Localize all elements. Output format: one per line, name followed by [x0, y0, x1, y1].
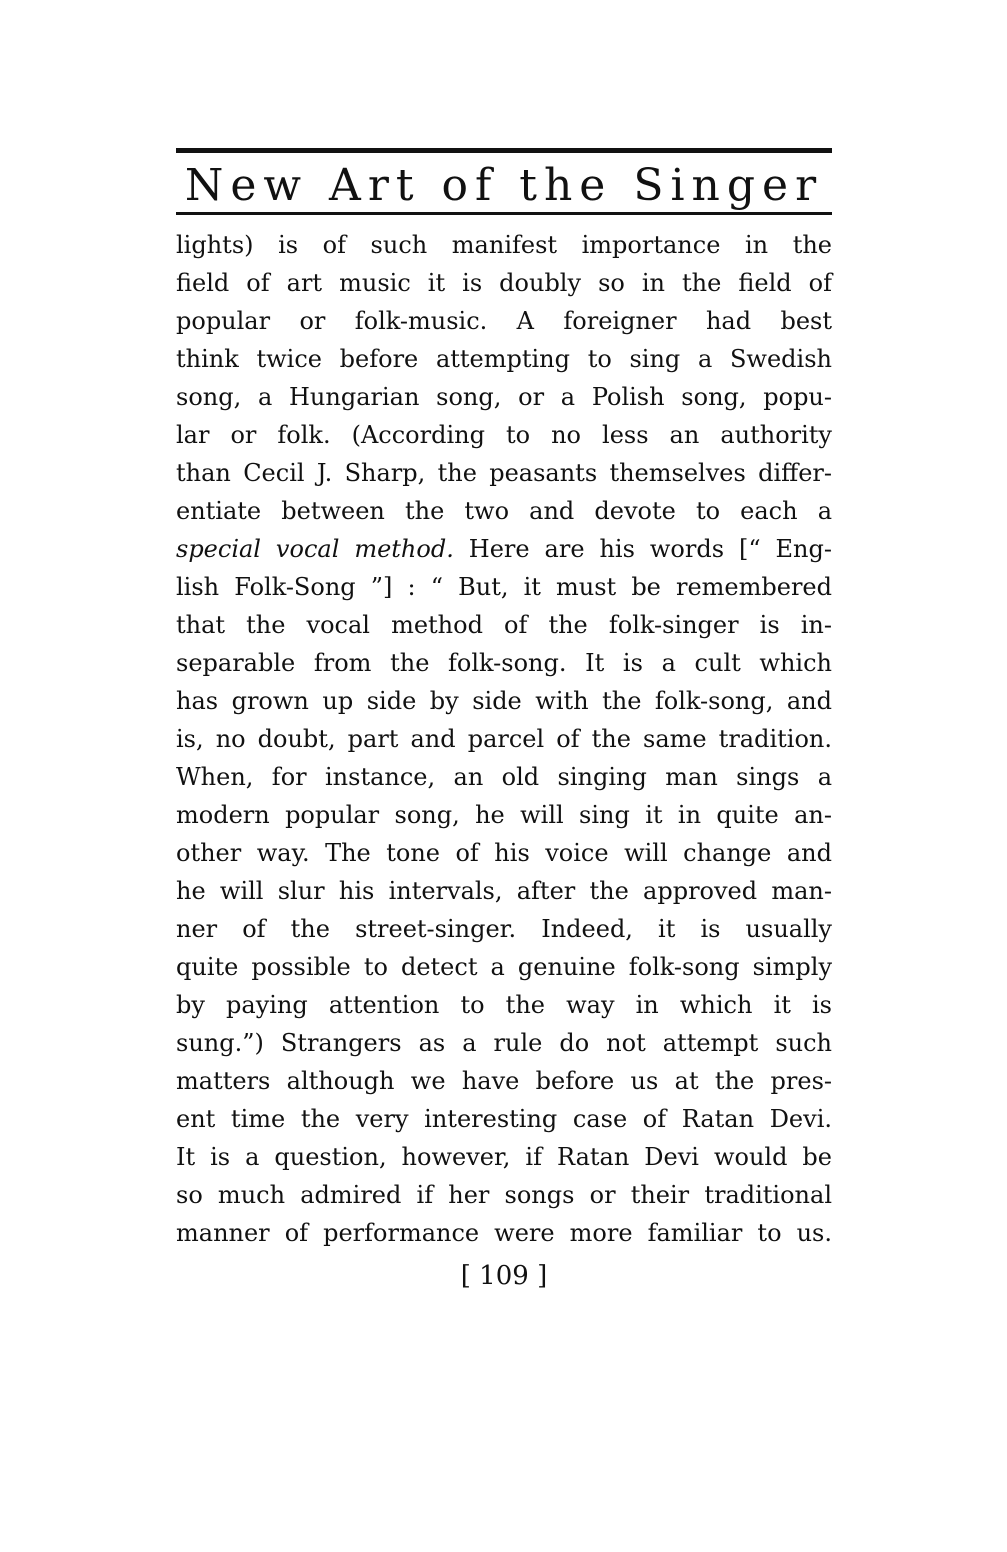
text-line: think twice before attempting to sing a Swedish	[176, 345, 832, 373]
text-line: sung.”) Strangers as a rule do not attempt such	[176, 1029, 832, 1057]
text-line: ner of the street-singer. Indeed, it is usually	[176, 915, 832, 943]
text-line: It is a question, however, if Ratan Devi would be	[176, 1143, 832, 1171]
page-number: [ 109 ]	[460, 1261, 548, 1291]
text-line: ent time the very interesting case of Ratan Devi.	[176, 1105, 832, 1133]
text-line: than Cecil J. Sharp, the peasants themselves differ-	[176, 459, 832, 487]
text-line-mixed	[176, 530, 832, 568]
text-line: separable from the folk-song. It is a cult which	[176, 649, 832, 677]
text-line: quite possible to detect a genuine folk-song simply	[176, 953, 832, 981]
text-line: other way. The tone of his voice will change and	[176, 839, 832, 867]
text-line: that the vocal method of the folk-singer is in-	[176, 611, 832, 639]
text-line: manner of performance were more familiar to us.	[176, 1219, 832, 1247]
text-line: lar or folk. (According to no less an authority	[176, 421, 832, 449]
text-line: song, a Hungarian song, or a Polish song, popu-	[176, 383, 832, 411]
body-text	[176, 226, 832, 1252]
text-line: field of art music it is doubly so in the field of	[176, 269, 832, 297]
text-line: When, for instance, an old singing man sings a	[176, 763, 832, 791]
running-head: New Art of the Singer	[184, 160, 824, 211]
header-rule-top	[176, 148, 832, 153]
text-line-rest: Here are his words [“ Eng-	[468, 535, 832, 563]
text-line: is, no doubt, part and parcel of the same tradition.	[176, 725, 832, 753]
text-line: by paying attention to the way in which it is	[176, 991, 832, 1019]
text-line: has grown up side by side with the folk-song, and	[176, 687, 832, 715]
header-rule-bottom	[176, 212, 832, 215]
italic-phrase: special vocal method.	[176, 535, 454, 563]
text-line: lish Folk-Song ”] : “ But, it must be remembered	[176, 573, 832, 601]
text-line: matters although we have before us at the pres-	[176, 1067, 832, 1095]
text-line: lights) is of such manifest importance in the	[176, 231, 832, 259]
text-line: entiate between the two and devote to each a	[176, 497, 832, 525]
text-line: he will slur his intervals, after the approved man-	[176, 877, 832, 905]
text-line: modern popular song, he will sing it in quite an-	[176, 801, 832, 829]
text-line: popular or folk-music. A foreigner had best	[176, 307, 832, 335]
text-line: so much admired if her songs or their traditional	[176, 1181, 832, 1209]
